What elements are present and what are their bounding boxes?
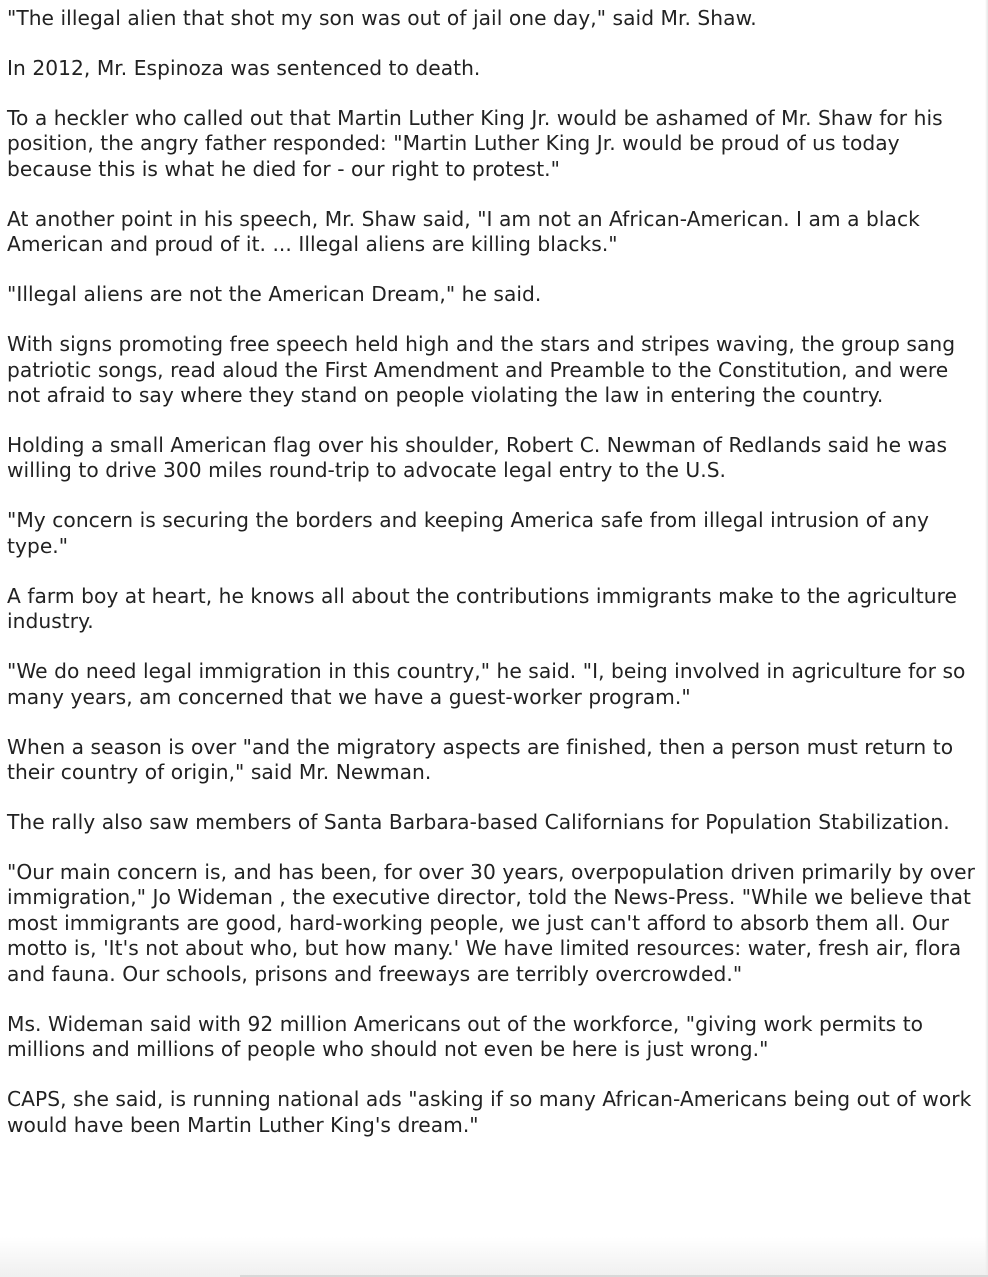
- bottom-shadow: [0, 1237, 988, 1277]
- paragraph: At another point in his speech, Mr. Shaw said, "I am not an African-American. I am a black American and proud of it. ... Illegal aliens are killing blacks.": [7, 206, 920, 257]
- paragraph: Ms. Wideman said with 92 million Americans out of the workforce, "giving work permits to millions and millions of people who should not even be here is just wrong.": [7, 1011, 924, 1062]
- paragraph: "The illegal alien that shot my son was out of jail one day," said Mr. Shaw.: [7, 6, 757, 30]
- paragraph: A farm boy at heart, he knows all about the contributions immigrants make to the agriculture industry.: [7, 583, 957, 634]
- paragraph: In 2012, Mr. Espinoza was sentenced to death.: [7, 56, 481, 80]
- article-body: [7, 6, 985, 1163]
- paragraph: "Our main concern is, and has been, for over 30 years, overpopulation driven primarily by over immigration," Jo Wideman , the executive director, told the News-Press. "While we believe that most immigrants are good, hard-working people, we just can't afford to absorb them all. Our motto is, 'It's not about who, but how many.' We have limited resources: water, fresh air, flora and fauna. Our schools, prisons and freeways are terribly overcrowded.": [7, 860, 976, 986]
- paragraph: With signs promoting free speech held high and the stars and stripes waving, the group sang patriotic songs, read aloud the First Amendment and Preamble to the Constitution, and were not afraid to say where they stand on people violating the law in entering the country.: [7, 332, 956, 408]
- paragraph: Holding a small American flag over his shoulder, Robert C. Newman of Redlands said he was willing to drive 300 miles round-trip to advocate legal entry to the U.S.: [7, 433, 948, 483]
- paragraph: The rally also saw members of Santa Barbara-based Californians for Population Stabilization.: [7, 810, 950, 835]
- paragraph: To a heckler who called out that Martin Luther King Jr. would be ashamed of Mr. Shaw for his position, the angry father responded: "Martin Luther King Jr. would be proud of us today because this is what he died for - our right to protest.": [7, 106, 943, 181]
- paragraph: When a season is over "and the migratory aspects are finished, then a person must return to their country of origin," said Mr. Newman.: [7, 734, 954, 785]
- paragraph: "Illegal aliens are not the American Dream," he said.: [7, 282, 542, 307]
- paragraph: "We do need legal immigration in this country," he said. "I, being involved in agriculture for so many years, am concerned that we have a guest-worker program.": [7, 659, 966, 709]
- paragraph: "My concern is securing the borders and keeping America safe from illegal intrusion of any type.": [7, 508, 930, 558]
- paragraph: CAPS, she said, is running national ads "asking if so many African-Americans being out of work would have been Martin Luther King's dream.": [7, 1087, 972, 1137]
